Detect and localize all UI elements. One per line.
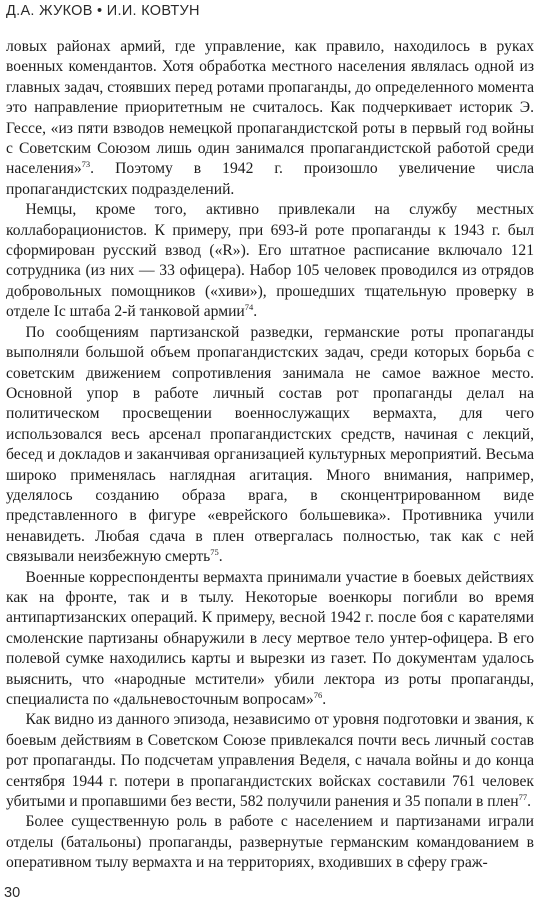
paragraph-text: ловых районах армий, где управление, как правило, находилось в руках военных комендантов. Хотя обработка местного населения являлась одной из главных задач, стоявших перед ротами пропаганды, до определенного момента это направление приоритетным не считалось. Как подчеркивает историк Э. Гессе, «из пяти взводов немецкой пропагандистской роты в первый год войны с Советским Союзом лишь один занимался пропагандистской работой среди населения» xyxy=(6,38,534,178)
paragraph-text: Немцы, кроме того, активно привлекали на службу местных коллаборационистов. К примеру, при 693-й роте пропаганды к 1943 г. был сформирован русский взвод («R»). Его штатное расписание включало 121 сотрудника (из них — 33 офицера). Набор 105 человек проводился из отрядов добровольных помощников («хиви»), прошедших тщательную проверку в отделе Ic штаба 2-й танковой армии xyxy=(6,201,534,321)
paragraph-tail: . xyxy=(322,691,327,708)
footnote-ref: 74 xyxy=(244,302,254,313)
paragraph-tail: . xyxy=(253,303,258,321)
footnote-ref: 75 xyxy=(210,547,219,558)
paragraph-text: Как видно из данного эпизода, независимо от уровня подготовки и звания, к боевым действиям в Советском Союзе привлекался почти весь личный состав рот пропаганды. По подсчетам управления Веделя, с начала войны и до конца сентября 1944 г. потери в пропагандистских войсках составили 761 человек убитыми и пропавшими без вести, 582 получили ранения и 35 попали в плен xyxy=(6,711,534,811)
footnote-ref: 73 xyxy=(81,159,91,170)
paragraph-tail: . xyxy=(218,548,223,566)
paragraph-4 xyxy=(6,568,534,711)
paragraph-text: Более существенную роль в работе с населением и партизанами играли отделы (батальоны) пропаганды, развернутые германским командованием в оперативном тылу вермахта и на территориях, входивших в сферу граж- xyxy=(6,813,534,872)
paragraph-tail: . xyxy=(527,793,532,811)
paragraph-3 xyxy=(6,323,534,568)
footnote-ref: 76 xyxy=(313,690,323,700)
paragraph-5 xyxy=(6,710,534,812)
paragraph-text: Военные корреспонденты вермахта принимали участие в боевых действиях как на фронте, так и в тылу. Некоторые военкоры погибли во время антипартизанских операций. К примеру, весной 1942 г. после боя с карателями смоленские партизаны обнаружили в лесу мертвое тело унтер-офицера. В его полевой сумке находились карты и вырезки из газет. По документам удалось выяснить, что «народные мстители» убили лектора из роты пропаганды, специалиста по «дальневосточным вопросам» xyxy=(6,568,534,708)
footnote-ref: 77 xyxy=(518,792,528,803)
paragraph-1 xyxy=(6,37,534,200)
paragraph-2 xyxy=(6,200,534,322)
paragraph-text: По сообщениям партизанской разведки, германские роты пропаганды выполняли большой объем пропагандистских задач, среди которых борьба с советским движением сопротивления занимала не самое важное место. Основной упор в работе личный состав рот пропаганды делал на политическом просвещении военнослужащих вермахта, для чего использовался весь арсенал пропагандистских средств, начиная с лекций, бесед и докладов и заканчивая организацией культурных мероприятий. Весьма широко применялась наглядная агитация. Много внимания, например, уделялось созданию образа врага, в сконцентрированном виде представленного в фигуре «еврейского большевика». Противника учили ненавидеть. Любая сдача в плен отвергалась полностью, так как с ней связывали неизбежную смерть xyxy=(6,323,534,566)
page-body xyxy=(6,37,534,874)
running-head: Д.А. ЖУКОВ • И.И. КОВТУН xyxy=(6,3,200,19)
paragraph-6 xyxy=(6,812,534,873)
paragraph-tail: . Поэтому в 1942 г. произошло увеличение числа пропагандистских подразделений. xyxy=(6,160,534,198)
page-number: 30 xyxy=(4,885,21,901)
